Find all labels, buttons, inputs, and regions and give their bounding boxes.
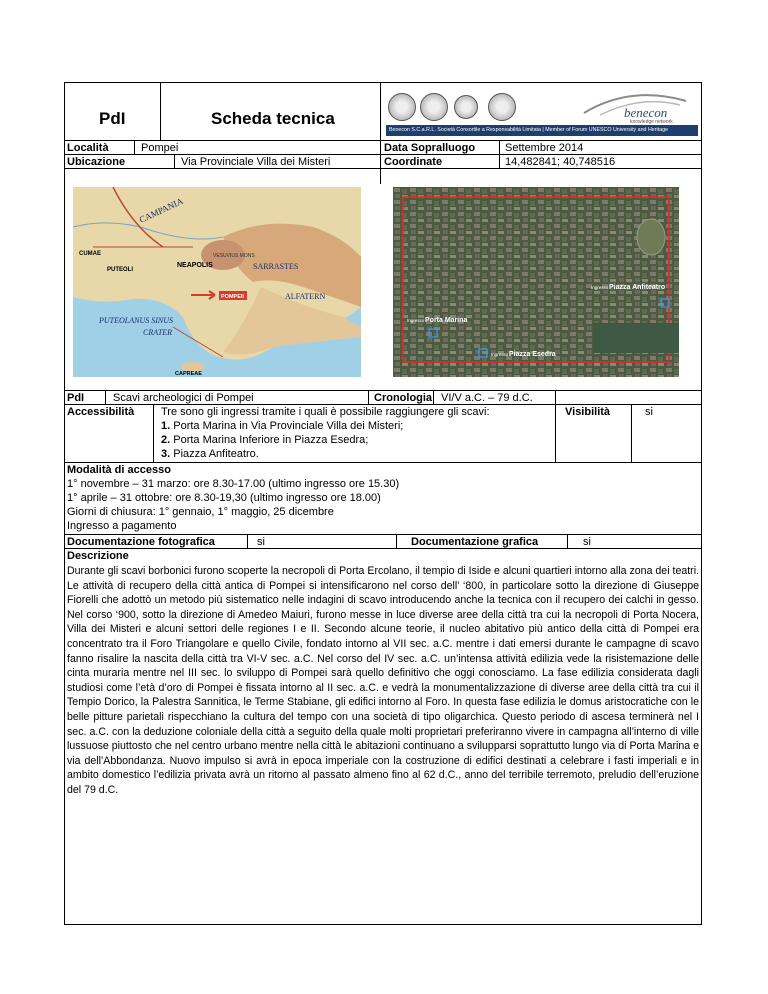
access-item-text: Piazza Anfiteatro. bbox=[173, 448, 259, 460]
logo-strip bbox=[380, 87, 702, 135]
access-item-text: Porta Marina Inferiore in Piazza Esedra; bbox=[173, 434, 369, 446]
aerial-label-piazza-esedra: Piazza Esedra bbox=[509, 351, 556, 358]
doc-foto-value: si bbox=[257, 536, 265, 548]
pdi-label: PdI bbox=[67, 392, 85, 404]
access-item-2 bbox=[161, 434, 368, 447]
access-item-number: 2. bbox=[161, 434, 171, 446]
benecon-logo-text: benecon bbox=[624, 105, 668, 120]
university-seal-icon bbox=[388, 93, 416, 121]
aerial-label-piazza-esedra-prefix: Ingresso bbox=[491, 352, 509, 357]
aerial-label-porta-marina: Porta Marina bbox=[425, 317, 468, 324]
map-label-capreae: CAPREAE bbox=[175, 371, 202, 377]
modalita-line: 1° novembre – 31 marzo: ore 8.30-17.00 (ultimo ingresso ore 15.30) bbox=[67, 478, 400, 490]
map-label-vesuvius: VESUVIUS MONS bbox=[213, 253, 255, 259]
coordinate-value: 14,482841; 40,748516 bbox=[505, 156, 616, 168]
ubicazione-label: Ubicazione bbox=[67, 156, 126, 168]
doc-foto-label: Documentazione fotografica bbox=[67, 536, 215, 548]
pdi-heading: PdI bbox=[99, 109, 126, 128]
modalita-line: Ingresso a pagamento bbox=[67, 520, 177, 532]
modalita-label: Modalità di accesso bbox=[67, 464, 171, 476]
data-sopralluogo-value: Settembre 2014 bbox=[505, 142, 584, 154]
institute-seal-icon bbox=[454, 95, 478, 119]
access-item-number: 1. bbox=[161, 420, 171, 432]
technical-sheet bbox=[64, 82, 702, 925]
cronologia-value: VI/V a.C. – 79 d.C. bbox=[441, 392, 533, 404]
aerial-label-anfiteatro-prefix: Ingresso bbox=[591, 285, 609, 290]
doc-grafica-label: Documentazione grafica bbox=[411, 536, 539, 548]
university-seal-icon bbox=[488, 93, 516, 121]
map-label-sinus: PUTEOLANUS SINUS bbox=[99, 316, 174, 325]
university-seal-icon bbox=[420, 93, 448, 121]
aerial-label-anfiteatro: Piazza Anfiteatro bbox=[609, 284, 666, 291]
map-label-neapolis: NEAPOLIS bbox=[177, 262, 213, 269]
aerial-photo bbox=[393, 187, 679, 377]
map-label-sarrastes: SARRASTES bbox=[253, 262, 299, 271]
coordinate-label: Coordinate bbox=[384, 156, 443, 168]
access-item-1 bbox=[161, 420, 403, 433]
map-label-cumae: CUMAE bbox=[79, 251, 101, 257]
access-item-number: 3. bbox=[161, 448, 171, 460]
modalita-line: Giorni di chiusura: 1° gennaio, 1° maggio, 25 dicembre bbox=[67, 506, 334, 518]
modalita-line: 1° aprile – 31 ottobre: ore 8.30-19,30 (ultimo ingresso ore 18.00) bbox=[67, 492, 381, 504]
historic-map bbox=[73, 187, 361, 377]
accessibilita-label: Accessibilità bbox=[67, 406, 135, 418]
aerial-label-porta-marina-prefix: Ingresso bbox=[407, 318, 425, 323]
access-item-text: Porta Marina in Via Provinciale Villa dei Misteri; bbox=[173, 420, 404, 432]
logo-banner: Benecon S.C.a.R.L. Società Consortile a Responsabilità Limitata | Member of Forum UNESCO University and Heritage bbox=[386, 125, 698, 136]
cronologia-label: Cronologia bbox=[374, 392, 433, 404]
descrizione-label: Descrizione bbox=[67, 550, 129, 562]
visibilita-label: Visibilità bbox=[565, 406, 611, 418]
map-label-crater: CRATER bbox=[143, 328, 173, 337]
pdi-value: Scavi archeologici di Pompei bbox=[113, 392, 254, 404]
map-label-puteoli: PUTEOLI bbox=[107, 267, 134, 273]
page-title: Scheda tecnica bbox=[211, 109, 335, 128]
data-sopralluogo-label: Data Sopralluogo bbox=[384, 142, 476, 154]
doc-grafica-value: si bbox=[583, 536, 591, 548]
localita-label: Località bbox=[67, 142, 109, 154]
visibilita-value: si bbox=[645, 406, 653, 418]
accessibilita-intro: Tre sono gli ingressi tramite i quali è possibile raggiungere gli scavi: bbox=[161, 406, 490, 418]
map-label-alfaterni: ALFATERN bbox=[285, 292, 326, 301]
access-item-3 bbox=[161, 448, 259, 461]
ubicazione-value: Via Provinciale Villa dei Misteri bbox=[181, 156, 331, 168]
benecon-logo-subtext: knowledge network bbox=[630, 119, 673, 125]
descrizione-text: Durante gli scavi borbonici furono scoperte la necropoli di Porta Ercolano, il tempio di Iside e alcuni quartieri intorno alla zona dei teatri. Le attività di recupero della città antica di Pompei si intensificarono nel corso dell’ ‘800, in particolare sotto la direzione di Giuseppe Fiorelli che adottò un metodo più sistematico nelle indagini di scavo introducendo anche la tecnica con il recupero dei calchi in gesso. Nel corso ‘900, sotto la direzione di Amedeo Maiuri, furono messe in luce diverse aree della città tra cui la necropoli di Porta Nocera, Villa dei Misteri e alcuni settori delle regiones I e II. Secondo alcune teorie, il nucleo abitativo più antico della città di Pompei era concentrato tra il Foro Triangolare e quello Civile, fondato intorno al VII sec. a.C. mentre i dati emersi durante le campagne di scavo fanno risalire la nascita della città tra VI-V sec. a.C. Nel corso del IV sec. a.C. un’intensa attività edilizia vede la risistemazione delle cinta muraria mentre nel III sec. lo sviluppo di Pompei sarà quello definitivo che oggi conosciamo. La fase edilizia considerata dagli studiosi come l’età d’oro di Pompei è fissata intorno al II sec. a.C. e vedrà la monumentalizzazione di diverse aree della città tra cui il Tempio Dorico, la Palestra Sannitica, le Terme Stabiane, gli edifici intorno al Foro. In questa fase edilizia le domus aristocratiche con le belle pitture parietali rispecchiano la cultura del tempo con una società di tipo oligarchica. Questo periodo di ascesa terminerà nel I sec. a.C. con la deduzione coloniale della città a seguito della quale molti proprietari preferiranno vivere in campagna all’interno di ville lussuose piuttosto che nel centro urbano mentre nella città le abitazioni continuano a svilupparsi soprattutto lungo via di Porta Marina e via dell’Abbondanza. Nuovo impulso si avrà in epoca imperiale con la costruzione di edifici destinati a celebrare i fasti imperiali e in ambito domestico l’edilizia privata avrà un ritorno al passato almeno fino al 62 d.C., anno del terribile terremoto, preludio dell’eruzione del 79 d.C. bbox=[67, 565, 699, 796]
map-label-pompei: POMPEII bbox=[221, 294, 244, 300]
map-label-campania: CAMPANIA bbox=[137, 195, 185, 225]
localita-value: Pompei bbox=[141, 142, 179, 154]
